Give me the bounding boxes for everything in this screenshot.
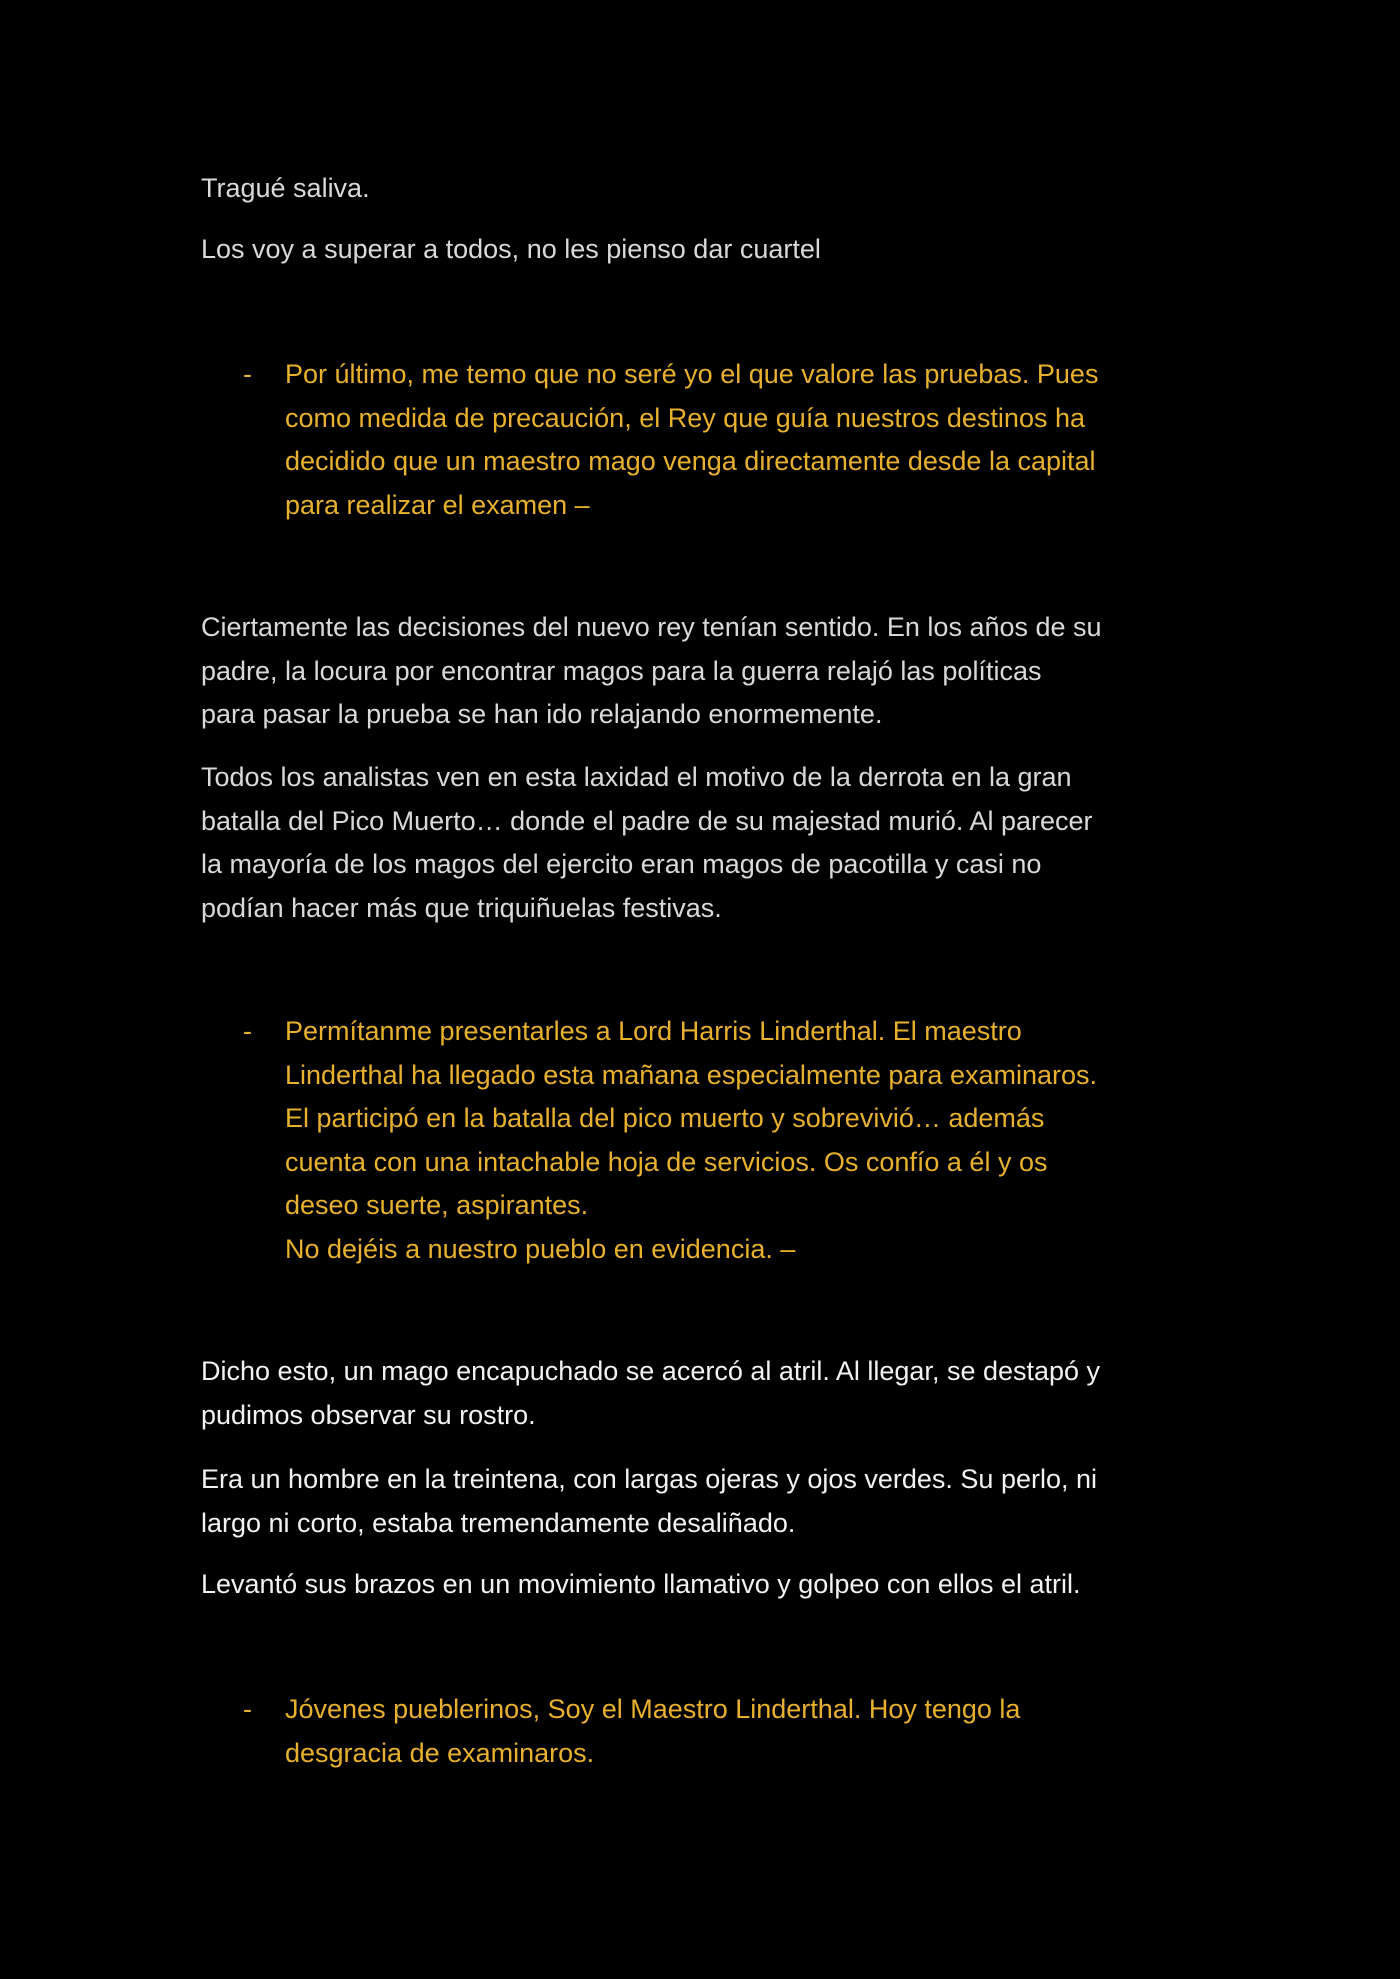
dialogue-dash: - [243, 359, 252, 389]
text-line: Tragué saliva. [201, 173, 370, 203]
text-line: Los voy a superar a todos, no les pienso dar cuartel [201, 234, 821, 264]
text-line: pudimos observar su rostro. [201, 1399, 536, 1430]
text-line: Levantó sus brazos en un movimiento llamativo y golpeo con ellos el atril. [201, 1569, 1081, 1599]
text-line: Dicho esto, un mago encapuchado se acercó al atril. Al llegar, se destapó y [201, 1356, 1101, 1386]
dialogue-text [285, 353, 1098, 527]
dialogue-dash: - [243, 1694, 252, 1724]
narration-paragraph [201, 756, 1201, 930]
text-line: Por último, me temo que no seré yo el que valore las pruebas. Pues [285, 359, 1099, 389]
text-line: Todos los analistas ven en esta laxidad el motivo de la derrota en la gran [201, 762, 1072, 792]
text-line: cuenta con una intachable hoja de servicios. Os confío a él y os [285, 1146, 1048, 1177]
text-line: desgracia de examinaros. [285, 1737, 595, 1768]
narration-paragraph [201, 167, 1201, 211]
narration-paragraph [201, 1563, 1201, 1607]
text-line: Era un hombre en la treintena, con largas ojeras y ojos verdes. Su perlo, ni [201, 1464, 1097, 1494]
narration-paragraph [201, 1458, 1201, 1545]
text-line: batalla del Pico Muerto… donde el padre de su majestad murió. Al parecer [201, 805, 1093, 836]
narration-paragraph [201, 1350, 1201, 1437]
text-line: largo ni corto, estaba tremendamente desaliñado. [201, 1507, 796, 1538]
text-line: podían hacer más que triquiñuelas festivas. [201, 892, 722, 923]
text-line: para realizar el examen – [285, 489, 590, 520]
text-line: Linderthal ha llegado esta mañana especialmente para examinaros. [285, 1059, 1098, 1090]
dialogue-dash: - [243, 1016, 252, 1046]
text-line: deseo suerte, aspirantes. [285, 1190, 589, 1220]
dialogue-text [285, 1688, 1020, 1775]
text-line: padre, la locura por encontrar magos para la guerra relajó las políticas [201, 655, 1042, 686]
text-line: No dejéis a nuestro pueblo en evidencia. – [285, 1233, 796, 1264]
text-line: El participó en la batalla del pico muerto y sobrevivió… además [285, 1103, 1045, 1133]
text-line: Jóvenes pueblerinos, Soy el Maestro Linderthal. Hoy tengo la [285, 1694, 1021, 1724]
text-line: para pasar la prueba se han ido relajando enormemente. [201, 699, 883, 729]
text-line: como medida de precaución, el Rey que guía nuestros destinos ha [285, 402, 1085, 433]
text-line: Permítanme presentarles a Lord Harris Linderthal. El maestro [285, 1016, 1022, 1046]
dialogue-text [285, 1010, 1097, 1271]
narration-paragraph [201, 228, 1201, 272]
text-line: Ciertamente las decisiones del nuevo rey tenían sentido. En los años de su [201, 612, 1102, 642]
text-line: la mayoría de los magos del ejercito eran magos de pacotilla y casi no [201, 849, 1042, 879]
text-line: decidido que un maestro mago venga directamente desde la capital [285, 446, 1096, 476]
narration-paragraph [201, 606, 1201, 737]
